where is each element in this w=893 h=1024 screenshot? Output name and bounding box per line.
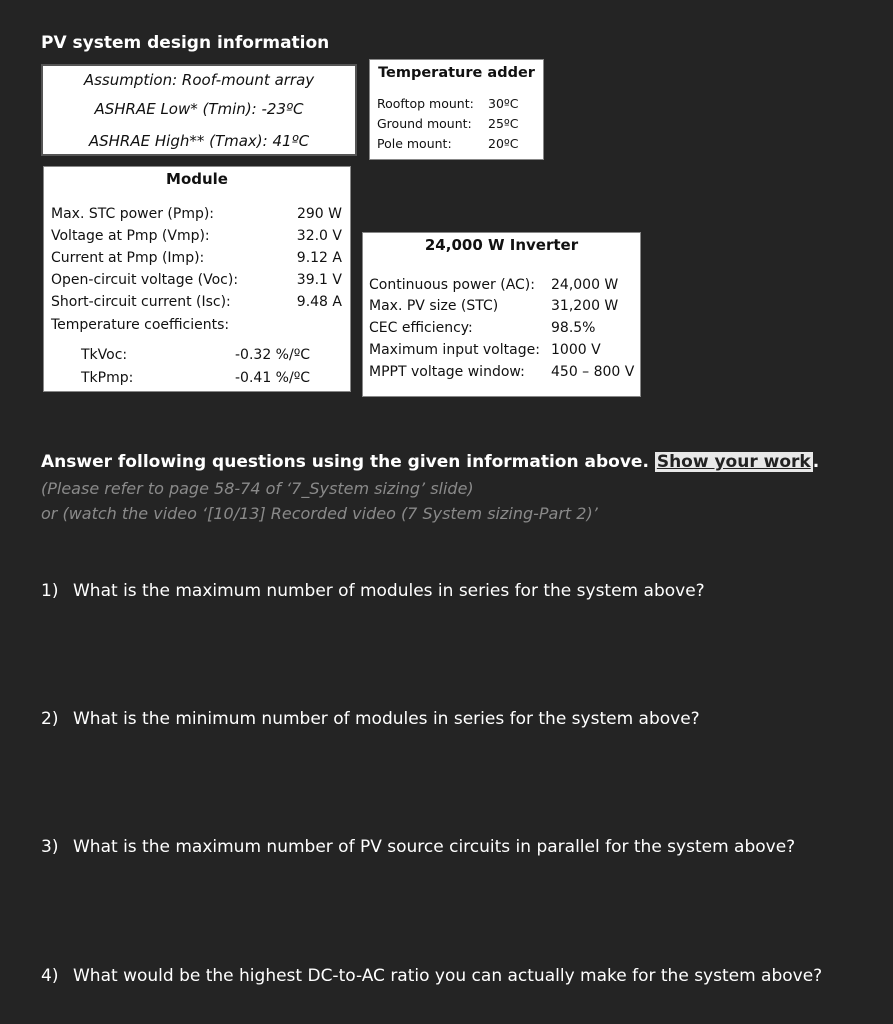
temperature-adder-box — [369, 59, 544, 160]
inverter-spec-value: 98.5% — [551, 320, 596, 336]
assumption-line: Assumption: Roof-mount array — [83, 71, 315, 89]
ashrae-low-line: ASHRAE Low* (Tmin): -23ºC — [94, 100, 304, 118]
inverter-spec-value: 1000 V — [551, 342, 601, 358]
inverter-heading: 24,000 W Inverter — [424, 236, 579, 254]
question-text: What is the maximum number of PV source circuits in parallel for the system above? — [73, 837, 796, 857]
question-4 — [41, 966, 822, 986]
inverter-spec-label: Max. PV size (STC) — [369, 298, 499, 314]
assumptions-box — [41, 64, 357, 156]
coeff-label: TkPmp: — [81, 370, 134, 386]
temp-row-value: 25ºC — [488, 116, 519, 131]
temp-coefficients-label: Temperature coefficients: — [51, 317, 230, 333]
coeff-label: TkVoc: — [81, 347, 128, 363]
answer-instruction: Answer following questions using the given information above. — [41, 452, 649, 472]
page-title: PV system design information — [41, 33, 330, 53]
question-number: 2) — [41, 709, 59, 729]
show-your-work-highlight: Show your work — [656, 452, 811, 472]
module-box — [43, 166, 351, 392]
module-spec-label: Voltage at Pmp (Vmp): — [51, 228, 210, 244]
module-spec-value: 290 W — [296, 206, 342, 222]
inverter-spec-value: 31,200 W — [551, 298, 619, 314]
question-2 — [41, 709, 700, 729]
question-text: What is the maximum number of modules in series for the system above? — [73, 581, 705, 601]
question-3 — [41, 837, 795, 857]
temp-row-label: Ground mount: — [377, 116, 472, 131]
module-spec-value: 32.0 V — [296, 228, 342, 244]
temp-row-value: 20ºC — [488, 136, 519, 151]
module-spec-label: Short-circuit current (Isc): — [51, 294, 231, 310]
inverter-spec-label: Continuous power (AC): — [369, 277, 535, 293]
inverter-spec-value: 450 – 800 V — [551, 364, 635, 380]
ashrae-high-line: ASHRAE High** (Tmax): 41ºC — [88, 132, 310, 150]
inverter-box — [362, 232, 641, 397]
question-text: What is the minimum number of modules in series for the system above? — [73, 709, 700, 729]
module-spec-value: 9.48 A — [296, 294, 342, 310]
temp-row-label: Rooftop mount: — [377, 96, 474, 111]
question-1 — [41, 581, 705, 601]
temp-row-label: Pole mount: — [377, 136, 452, 151]
period: . — [812, 452, 820, 472]
module-spec-value: 9.12 A — [296, 250, 342, 266]
inverter-spec-label: MPPT voltage window: — [369, 364, 525, 380]
module-spec-label: Open-circuit voltage (Voc): — [51, 272, 239, 288]
video-note: or (watch the video ‘[10/13] Recorded video (7 System sizing-Part 2)’ — [41, 504, 598, 523]
module-spec-label: Current at Pmp (Imp): — [51, 250, 205, 266]
instructions-line — [41, 452, 819, 472]
temp-row-value: 30ºC — [488, 96, 519, 111]
module-spec-label: Max. STC power (Pmp): — [51, 206, 215, 222]
inverter-spec-value: 24,000 W — [551, 277, 619, 293]
question-number: 4) — [41, 966, 59, 986]
question-number: 1) — [41, 581, 59, 601]
module-heading: Module — [166, 170, 228, 188]
reference-note: (Please refer to page 58-74 of ‘7_System sizing’ slide) — [41, 479, 474, 498]
question-number: 3) — [41, 837, 59, 857]
inverter-spec-label: Maximum input voltage: — [369, 342, 540, 358]
module-spec-value: 39.1 V — [296, 272, 342, 288]
coeff-value: -0.41 %/ºC — [235, 370, 311, 386]
coeff-value: -0.32 %/ºC — [235, 347, 311, 363]
inverter-spec-label: CEC efficiency: — [369, 320, 473, 336]
question-text: What would be the highest DC-to-AC ratio you can actually make for the system above? — [73, 966, 823, 986]
temperature-adder-heading: Temperature adder — [378, 65, 535, 81]
